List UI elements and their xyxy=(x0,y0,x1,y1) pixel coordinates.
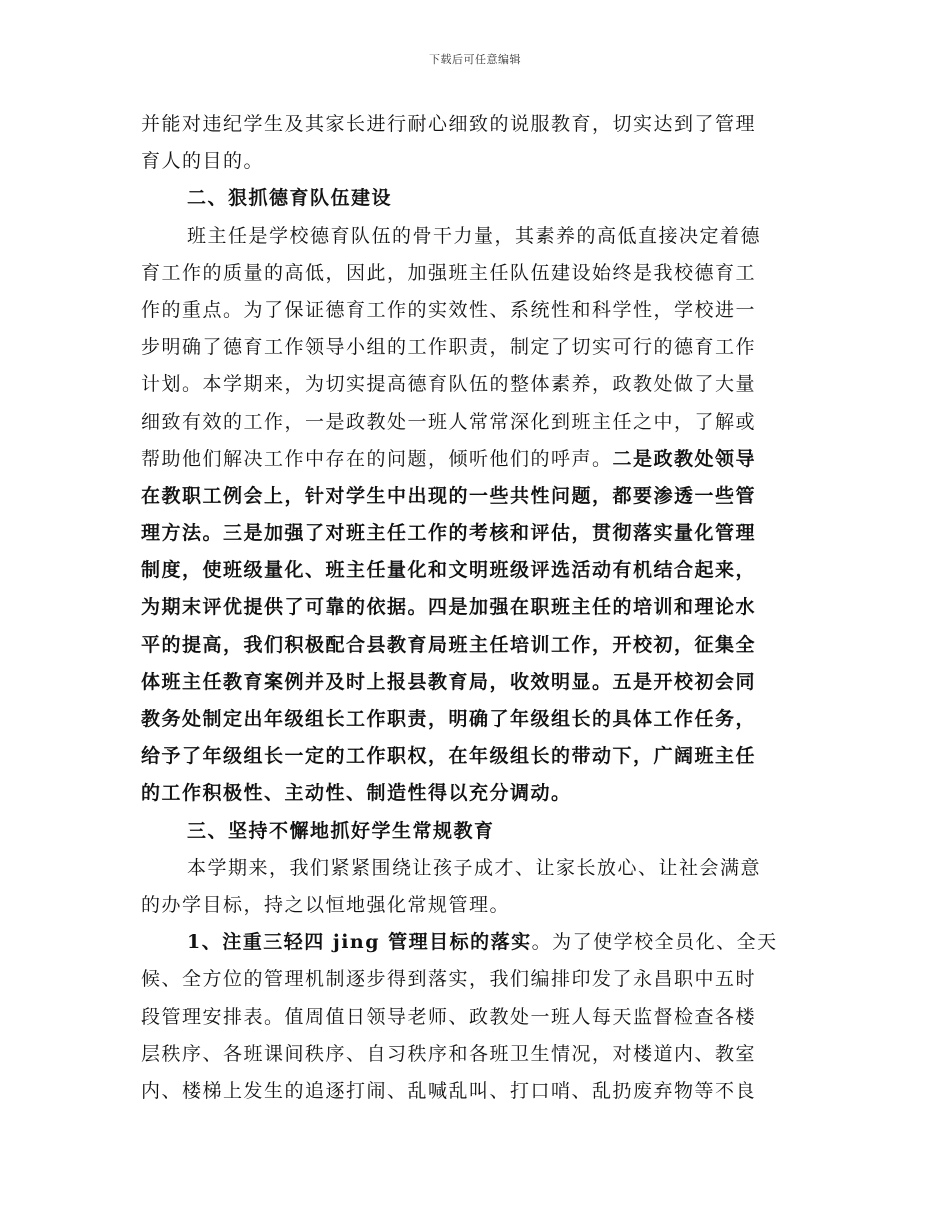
document-body xyxy=(141,106,811,1110)
page-header: 下载后可任意编辑 xyxy=(429,53,521,66)
text-line xyxy=(141,627,811,664)
text-line xyxy=(141,404,811,441)
text-line xyxy=(141,552,811,589)
text-line xyxy=(141,478,811,515)
bold-text-segment: 理方法。三是加强了对班主任工作的考核和评估，贯彻落实量化管理 xyxy=(141,522,757,545)
text-segment: 段管理安排表。值周值日领导老师、政教处一班人每天监督检查各楼 xyxy=(141,1005,757,1028)
bold-text-segment: 在教职工例会上，针对学生中出现的一些共性问题，都要渗透一些管 xyxy=(141,484,757,507)
bold-text-segment: 二是政教处领导 xyxy=(612,447,757,470)
text-line xyxy=(141,701,811,738)
text-line xyxy=(141,515,811,552)
text-segment: 作的重点。为了保证德育工作的实效性、系统性和科学性，学校进一 xyxy=(141,298,757,321)
text-line xyxy=(141,441,811,478)
text-segment: 并能对违纪学生及其家长进行耐心细致的说服教育，切实达到了管理 xyxy=(141,113,757,135)
bold-text-segment: 二、狠抓德育队伍建设 xyxy=(187,187,393,210)
text-line xyxy=(141,961,811,998)
text-segment: 育人的目的。 xyxy=(141,150,265,173)
text-line xyxy=(141,180,811,217)
bold-text-segment: 给予了年级组长一定的工作职权，在年级组长的带动下，广阔班主任 xyxy=(141,745,757,768)
text-segment: 层秩序、各班课间秩序、自习秩序和各班卫生情况，对楼道内、教室 xyxy=(141,1042,757,1065)
text-line xyxy=(141,775,811,812)
text-line xyxy=(141,106,811,143)
text-line xyxy=(141,738,811,775)
text-line xyxy=(141,887,811,924)
text-line xyxy=(141,664,811,701)
text-segment: 步明确了德育工作领导小组的工作职责，制定了切实可行的德育工作 xyxy=(141,336,757,359)
text-line xyxy=(141,366,811,403)
text-segment: 候、全方位的管理机制逐步得到落实，我们编排印发了永昌职中五时 xyxy=(141,968,757,991)
text-line xyxy=(141,924,811,961)
text-segment: 的办学目标，持之以恒地强化常规管理。 xyxy=(141,893,511,916)
bold-text-segment: 1、注重三轻四 jing 管理目标的落实 xyxy=(187,931,532,954)
bold-text-segment: 的工作积极性、主动性、制造性得以充分调动。 xyxy=(141,782,572,805)
text-line xyxy=(141,999,811,1036)
bold-text-segment: 平的提高，我们积极配合县教育局班主任培训工作，开校初，征集全 xyxy=(141,633,757,656)
text-line xyxy=(141,1073,811,1110)
bold-text-segment: 体班主任教育案例并及时上报县教育局，收效明显。五是开校初会同 xyxy=(141,670,757,693)
text-line xyxy=(141,218,811,255)
bold-text-segment: 为期末评优提供了可靠的依据。四是加强在职班主任的培训和理论水 xyxy=(141,596,757,619)
text-line xyxy=(141,1036,811,1073)
text-segment: 计划。本学期来，为切实提高德育队伍的整体素养，政教处做了大量 xyxy=(141,373,757,396)
text-line xyxy=(141,813,811,850)
text-segment: 帮助他们解决工作中存在的问题，倾听他们的呼声。 xyxy=(141,447,613,470)
text-segment: 。为了使学校全员化、全天 xyxy=(531,931,778,954)
text-segment: 内、楼梯上发生的追逐打闹、乱喊乱叫、打口哨、乱扔废弃物等不良 xyxy=(141,1079,757,1102)
text-line xyxy=(141,329,811,366)
bold-text-segment: 制度，使班级量化、班主任量化和文明班级评选活动有机结合起来， xyxy=(141,559,757,582)
bold-text-segment: 三、坚持不懈地抓好学生常规教育 xyxy=(187,819,495,842)
text-segment: 育工作的质量的高低，因此，加强班主任队伍建设始终是我校德育工 xyxy=(141,261,757,284)
text-line xyxy=(141,589,811,626)
text-line xyxy=(141,292,811,329)
text-segment: 本学期来，我们紧紧围绕让孩子成才、让家长放心、让社会满意 xyxy=(187,856,762,879)
text-line xyxy=(141,255,811,292)
text-segment: 细致有效的工作，一是政教处一班人常常深化到班主任之中，了解或 xyxy=(141,410,757,433)
text-segment: 班主任是学校德育队伍的骨干力量，其素养的高低直接决定着德 xyxy=(187,224,762,247)
text-line xyxy=(141,850,811,887)
bold-text-segment: 教务处制定出年级组长工作职责，明确了年级组长的具体工作任务， xyxy=(141,708,757,730)
text-line xyxy=(141,143,811,180)
